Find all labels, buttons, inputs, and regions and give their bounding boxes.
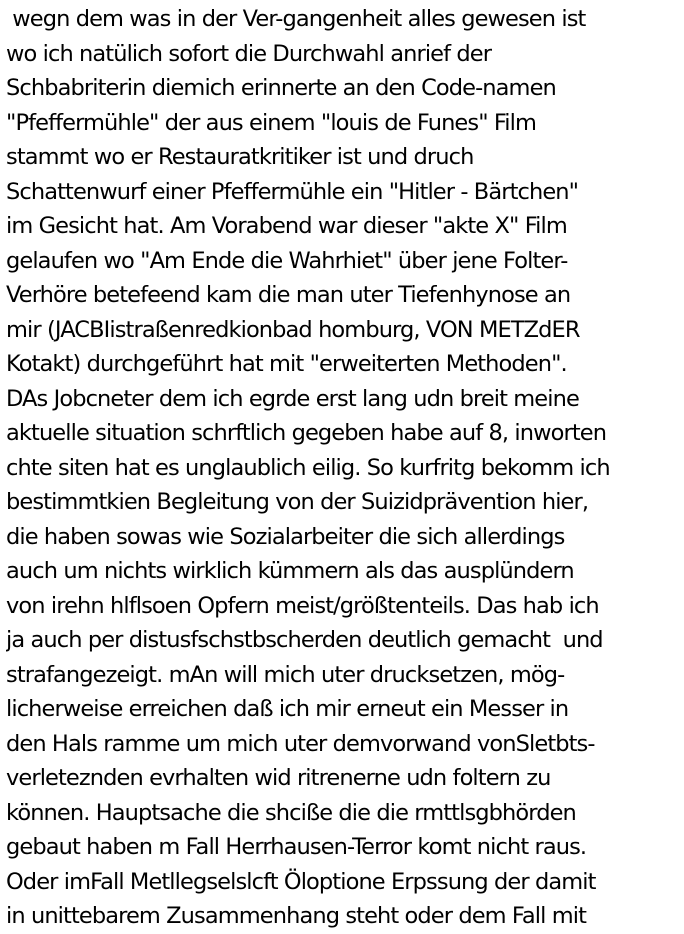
text-line: bestimmtkien Begleitung von der Suizidprävention hier, (6, 489, 589, 515)
text-line: die haben sowas wie Sozialarbeiter die sich allerdings (6, 523, 565, 550)
text-line: wegn dem was in der Ver-gangenheit alles gewesen ist (6, 6, 586, 32)
text-line: Kotakt) durchgeführt hat mit "erweiterten Methoden". (6, 351, 567, 377)
text-line: licherweise erreichen daß ich mir erneut ein Messer in (6, 696, 569, 722)
text-line: in unittebarem Zusammenhang steht oder dem Fall mit (6, 903, 587, 929)
text-line: Schbabriterin diemich erinnerte an den Code-namen (6, 75, 556, 101)
text-line: wo ich natülich sofort die Durchwahl anrief der (6, 40, 492, 67)
text-line: aktuelle situation schrftlich gegeben habe auf 8, inworten (6, 420, 607, 446)
text-line: verleteznden evrhalten wid ritrenerne udn foltern zu (6, 765, 551, 791)
text-line: Oder imFall Metllegselslcft Öloptione Erpssung der damit (6, 868, 596, 895)
text-line: Schattenwurf einer Pfeffermühle ein "Hitler - Bärtchen" (6, 178, 579, 205)
text-line: den Hals ramme um mich uter demvorwand vonSletbts- (6, 730, 595, 757)
text-line: DAs Jobcneter dem ich egrde erst lang udn breit meine (6, 385, 579, 412)
text-line: chte siten hat es unglaublich eilig. So kurfritg bekomm ich (6, 454, 610, 481)
text-line: im Gesicht hat. Am Vorabend war dieser "akte X" Film (6, 213, 567, 239)
document-text (6, 2, 682, 934)
text-line: Verhöre betefeend kam die man uter Tiefenhynose an (6, 282, 571, 308)
text-line: stammt wo er Restauratkritiker ist und druch (6, 144, 474, 170)
text-line: gebaut haben m Fall Herrhausen-Terror komt nicht raus. (6, 834, 587, 860)
text-line: können. Hauptsache die shciße die die rmttlsgbhörden (6, 799, 576, 826)
text-line: mir (JACBIistraßenredkionbad homburg, VON METZdER (6, 316, 580, 343)
text-line: "Pfeffermühle" der aus einem "louis de Funes" Film (6, 109, 537, 136)
text-line: von irehn hlflsoen Opfern meist/größtenteils. Das hab ich (6, 592, 599, 619)
text-line: ja auch per distusfschstbscherden deutlich gemacht und (6, 627, 603, 653)
text-line: strafangezeigt. mAn will mich uter drucksetzen, mög- (6, 661, 565, 688)
text-line: gelaufen wo "Am Ende die Wahrhiet" über jene Folter- (6, 247, 568, 274)
text-line: auch um nichts wirklich kümmern als das ausplündern (6, 558, 574, 584)
